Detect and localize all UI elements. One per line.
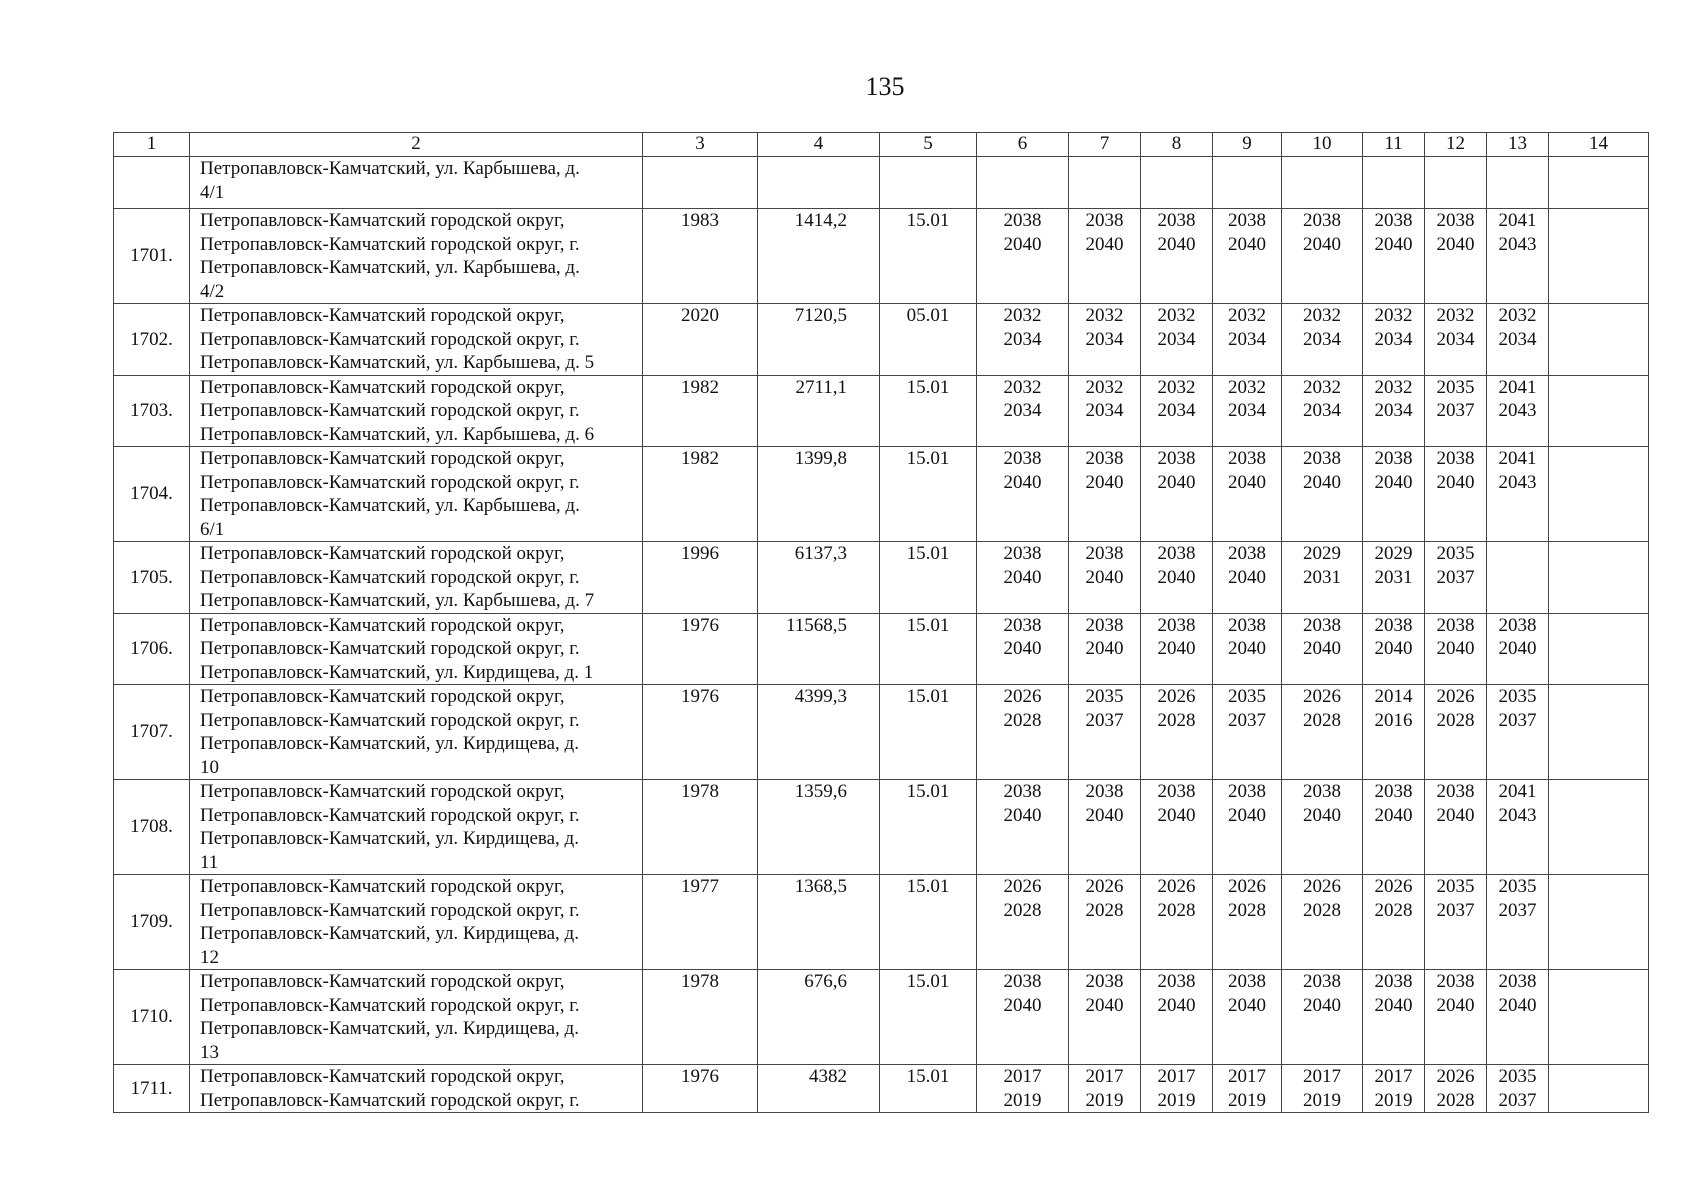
column-header: 10 bbox=[1282, 133, 1363, 157]
period-cell: 2038 2040 bbox=[1141, 447, 1213, 542]
period-cell: 2035 2037 bbox=[1425, 375, 1487, 447]
code-cell: 15.01 bbox=[880, 447, 977, 542]
period-cell: 2038 2040 bbox=[1069, 542, 1141, 614]
year-cell: 1983 bbox=[643, 209, 758, 304]
table-row bbox=[114, 447, 1649, 542]
table-row bbox=[114, 1065, 1649, 1113]
code-cell: 15.01 bbox=[880, 375, 977, 447]
period-cell: 2032 2034 bbox=[977, 304, 1069, 376]
period-cell: 2026 2028 bbox=[977, 685, 1069, 780]
period-cell: 2026 2028 bbox=[1425, 1065, 1487, 1113]
column-header: 4 bbox=[758, 133, 880, 157]
year-cell: 1976 bbox=[643, 1065, 758, 1113]
period-cell: 2032 2034 bbox=[1363, 304, 1425, 376]
row-number: 1704. bbox=[114, 447, 190, 542]
year-cell: 1996 bbox=[643, 542, 758, 614]
period-cell: 2038 2040 bbox=[1363, 209, 1425, 304]
column-header: 11 bbox=[1363, 133, 1425, 157]
period-cell: 2038 2040 bbox=[1487, 970, 1549, 1065]
header-row bbox=[114, 133, 1649, 157]
period-cell bbox=[1141, 157, 1213, 209]
area-cell: 2711,1 bbox=[758, 375, 880, 447]
period-cell bbox=[1549, 447, 1649, 542]
address-cell: Петропавловск-Камчатский городской округ, Петропавловск-Камчатский городской округ, г. Петропавловск-Камчатский, ул. Карбышева, д. 6/1 bbox=[190, 447, 643, 542]
period-cell: 2038 2040 bbox=[1425, 613, 1487, 685]
period-cell: 2032 2034 bbox=[1425, 304, 1487, 376]
period-cell: 2017 2019 bbox=[977, 1065, 1069, 1113]
row-number: 1702. bbox=[114, 304, 190, 376]
period-cell: 2032 2034 bbox=[977, 375, 1069, 447]
column-header: 2 bbox=[190, 133, 643, 157]
period-cell: 2026 2028 bbox=[1069, 875, 1141, 970]
code-cell: 15.01 bbox=[880, 1065, 977, 1113]
period-cell bbox=[977, 157, 1069, 209]
period-cell bbox=[1549, 375, 1649, 447]
code-cell: 15.01 bbox=[880, 542, 977, 614]
address-cell: Петропавловск-Камчатский городской округ, Петропавловск-Камчатский городской округ, г. Петропавловск-Камчатский, ул. Карбышева, д. 5 bbox=[190, 304, 643, 376]
period-cell: 2026 2028 bbox=[1141, 875, 1213, 970]
period-cell: 2038 2040 bbox=[1213, 209, 1282, 304]
period-cell: 2038 2040 bbox=[1425, 970, 1487, 1065]
row-number: 1710. bbox=[114, 970, 190, 1065]
page-number: 135 bbox=[865, 72, 905, 101]
period-cell: 2038 2040 bbox=[1069, 970, 1141, 1065]
year-cell bbox=[643, 157, 758, 209]
period-cell: 2038 2040 bbox=[1282, 447, 1363, 542]
area-cell bbox=[758, 157, 880, 209]
period-cell bbox=[1487, 157, 1549, 209]
table-row bbox=[114, 685, 1649, 780]
period-cell: 2038 2040 bbox=[1282, 780, 1363, 875]
period-cell: 2026 2028 bbox=[977, 875, 1069, 970]
period-cell: 2041 2043 bbox=[1487, 375, 1549, 447]
year-cell: 1982 bbox=[643, 447, 758, 542]
period-cell: 2038 2040 bbox=[1213, 780, 1282, 875]
period-cell: 2032 2034 bbox=[1213, 375, 1282, 447]
table-row bbox=[114, 375, 1649, 447]
column-header: 8 bbox=[1141, 133, 1213, 157]
area-cell: 6137,3 bbox=[758, 542, 880, 614]
period-cell: 2017 2019 bbox=[1363, 1065, 1425, 1113]
period-cell bbox=[1363, 157, 1425, 209]
period-cell: 2038 2040 bbox=[1425, 780, 1487, 875]
period-cell bbox=[1487, 542, 1549, 614]
column-header: 5 bbox=[880, 133, 977, 157]
table-row bbox=[114, 970, 1649, 1065]
period-cell: 2014 2016 bbox=[1363, 685, 1425, 780]
year-cell: 1982 bbox=[643, 375, 758, 447]
period-cell: 2035 2037 bbox=[1213, 685, 1282, 780]
year-cell: 1976 bbox=[643, 685, 758, 780]
period-cell: 2035 2037 bbox=[1487, 685, 1549, 780]
year-cell: 1978 bbox=[643, 970, 758, 1065]
period-cell: 2038 2040 bbox=[1363, 447, 1425, 542]
period-cell: 2038 2040 bbox=[1213, 970, 1282, 1065]
period-cell: 2038 2040 bbox=[1363, 970, 1425, 1065]
table-row bbox=[114, 304, 1649, 376]
row-number: 1711. bbox=[114, 1065, 190, 1113]
period-cell: 2038 2040 bbox=[1425, 447, 1487, 542]
address-cell: Петропавловск-Камчатский городской округ, Петропавловск-Камчатский городской округ, г. Петропавловск-Камчатский, ул. Кирдищева, д. 11 bbox=[190, 780, 643, 875]
column-header: 13 bbox=[1487, 133, 1549, 157]
period-cell: 2032 2034 bbox=[1141, 304, 1213, 376]
period-cell bbox=[1549, 613, 1649, 685]
period-cell: 2038 2040 bbox=[977, 209, 1069, 304]
period-cell bbox=[1213, 157, 1282, 209]
code-cell: 15.01 bbox=[880, 613, 977, 685]
period-cell: 2038 2040 bbox=[1213, 447, 1282, 542]
area-cell: 1368,5 bbox=[758, 875, 880, 970]
period-cell: 2035 2037 bbox=[1487, 1065, 1549, 1113]
table-row bbox=[114, 209, 1649, 304]
period-cell bbox=[1549, 970, 1649, 1065]
period-cell: 2017 2019 bbox=[1069, 1065, 1141, 1113]
column-header: 1 bbox=[114, 133, 190, 157]
row-number: 1709. bbox=[114, 875, 190, 970]
table-row bbox=[114, 157, 1649, 209]
area-cell: 7120,5 bbox=[758, 304, 880, 376]
table-row bbox=[114, 613, 1649, 685]
address-cell: Петропавловск-Камчатский городской округ, Петропавловск-Камчатский городской округ, г. Петропавловск-Камчатский, ул. Карбышева, д. 4/2 bbox=[190, 209, 643, 304]
row-number: 1705. bbox=[114, 542, 190, 614]
year-cell: 1976 bbox=[643, 613, 758, 685]
period-cell bbox=[1069, 157, 1141, 209]
period-cell: 2038 2040 bbox=[1213, 542, 1282, 614]
period-cell: 2032 2034 bbox=[1069, 304, 1141, 376]
column-header: 9 bbox=[1213, 133, 1282, 157]
period-cell: 2017 2019 bbox=[1141, 1065, 1213, 1113]
period-cell: 2032 2034 bbox=[1069, 375, 1141, 447]
row-number bbox=[114, 157, 190, 209]
registry-table bbox=[113, 132, 1649, 1113]
code-cell: 15.01 bbox=[880, 685, 977, 780]
period-cell: 2038 2040 bbox=[1069, 780, 1141, 875]
period-cell: 2017 2019 bbox=[1282, 1065, 1363, 1113]
area-cell: 1359,6 bbox=[758, 780, 880, 875]
column-header: 14 bbox=[1549, 133, 1649, 157]
address-cell: Петропавловск-Камчатский городской округ, Петропавловск-Камчатский городской округ, г. Петропавловск-Камчатский, ул. Кирдищева, д. 12 bbox=[190, 875, 643, 970]
row-number: 1708. bbox=[114, 780, 190, 875]
row-number: 1701. bbox=[114, 209, 190, 304]
row-number: 1703. bbox=[114, 375, 190, 447]
period-cell: 2035 2037 bbox=[1425, 875, 1487, 970]
period-cell: 2032 2034 bbox=[1282, 304, 1363, 376]
period-cell: 2038 2040 bbox=[1213, 613, 1282, 685]
period-cell: 2038 2040 bbox=[977, 613, 1069, 685]
period-cell: 2038 2040 bbox=[1069, 209, 1141, 304]
period-cell: 2041 2043 bbox=[1487, 780, 1549, 875]
period-cell bbox=[1549, 157, 1649, 209]
period-cell: 2038 2040 bbox=[1069, 613, 1141, 685]
period-cell: 2032 2034 bbox=[1213, 304, 1282, 376]
period-cell: 2038 2040 bbox=[1069, 447, 1141, 542]
period-cell: 2038 2040 bbox=[1141, 613, 1213, 685]
period-cell bbox=[1425, 157, 1487, 209]
period-cell: 2026 2028 bbox=[1425, 685, 1487, 780]
code-cell: 15.01 bbox=[880, 970, 977, 1065]
year-cell: 1978 bbox=[643, 780, 758, 875]
table-row bbox=[114, 542, 1649, 614]
area-cell: 4399,3 bbox=[758, 685, 880, 780]
period-cell: 2032 2034 bbox=[1141, 375, 1213, 447]
column-header: 7 bbox=[1069, 133, 1141, 157]
period-cell: 2017 2019 bbox=[1213, 1065, 1282, 1113]
period-cell: 2038 2040 bbox=[1425, 209, 1487, 304]
column-header: 3 bbox=[643, 133, 758, 157]
period-cell: 2038 2040 bbox=[1282, 970, 1363, 1065]
period-cell: 2029 2031 bbox=[1282, 542, 1363, 614]
period-cell bbox=[1549, 304, 1649, 376]
address-cell: Петропавловск-Камчатский городской округ, Петропавловск-Камчатский городской округ, г. Петропавловск-Камчатский, ул. Карбышева, д. 7 bbox=[190, 542, 643, 614]
code-cell: 15.01 bbox=[880, 875, 977, 970]
year-cell: 1977 bbox=[643, 875, 758, 970]
address-cell: Петропавловск-Камчатский городской округ, Петропавловск-Камчатский городской округ, г. Петропавловск-Камчатский, ул. Кирдищева, д. 10 bbox=[190, 685, 643, 780]
period-cell bbox=[1549, 875, 1649, 970]
period-cell bbox=[1549, 780, 1649, 875]
address-cell: Петропавловск-Камчатский городской округ, Петропавловск-Камчатский городской округ, г. bbox=[190, 1065, 643, 1113]
code-cell: 05.01 bbox=[880, 304, 977, 376]
table-row bbox=[114, 780, 1649, 875]
period-cell bbox=[1549, 542, 1649, 614]
period-cell: 2038 2040 bbox=[1141, 780, 1213, 875]
period-cell: 2038 2040 bbox=[1282, 613, 1363, 685]
period-cell: 2041 2043 bbox=[1487, 447, 1549, 542]
area-cell: 1399,8 bbox=[758, 447, 880, 542]
area-cell: 4382 bbox=[758, 1065, 880, 1113]
area-cell: 11568,5 bbox=[758, 613, 880, 685]
period-cell: 2032 2034 bbox=[1487, 304, 1549, 376]
address-cell: Петропавловск-Камчатский городской округ, Петропавловск-Камчатский городской округ, г. Петропавловск-Камчатский, ул. Кирдищева, д. 1 bbox=[190, 613, 643, 685]
column-header: 6 bbox=[977, 133, 1069, 157]
period-cell: 2038 2040 bbox=[1487, 613, 1549, 685]
row-number: 1706. bbox=[114, 613, 190, 685]
period-cell bbox=[1549, 209, 1649, 304]
column-header: 12 bbox=[1425, 133, 1487, 157]
area-cell: 1414,2 bbox=[758, 209, 880, 304]
code-cell: 15.01 bbox=[880, 209, 977, 304]
period-cell: 2026 2028 bbox=[1213, 875, 1282, 970]
period-cell: 2035 2037 bbox=[1069, 685, 1141, 780]
period-cell: 2026 2028 bbox=[1141, 685, 1213, 780]
address-cell: Петропавловск-Камчатский городской округ, Петропавловск-Камчатский городской округ, г. Петропавловск-Камчатский, ул. Кирдищева, д. 13 bbox=[190, 970, 643, 1065]
period-cell: 2038 2040 bbox=[977, 447, 1069, 542]
period-cell: 2026 2028 bbox=[1282, 685, 1363, 780]
period-cell: 2035 2037 bbox=[1425, 542, 1487, 614]
period-cell bbox=[1549, 1065, 1649, 1113]
year-cell: 2020 bbox=[643, 304, 758, 376]
period-cell bbox=[1282, 157, 1363, 209]
period-cell: 2038 2040 bbox=[1363, 780, 1425, 875]
code-cell: 15.01 bbox=[880, 780, 977, 875]
period-cell: 2032 2034 bbox=[1363, 375, 1425, 447]
period-cell: 2038 2040 bbox=[977, 780, 1069, 875]
period-cell: 2041 2043 bbox=[1487, 209, 1549, 304]
area-cell: 676,6 bbox=[758, 970, 880, 1065]
period-cell: 2035 2037 bbox=[1487, 875, 1549, 970]
table-row bbox=[114, 875, 1649, 970]
period-cell: 2032 2034 bbox=[1282, 375, 1363, 447]
period-cell bbox=[1549, 685, 1649, 780]
period-cell: 2038 2040 bbox=[1363, 613, 1425, 685]
period-cell: 2038 2040 bbox=[1141, 209, 1213, 304]
row-number: 1707. bbox=[114, 685, 190, 780]
period-cell: 2038 2040 bbox=[977, 542, 1069, 614]
address-cell: Петропавловск-Камчатский, ул. Карбышева, д. 4/1 bbox=[190, 157, 643, 209]
address-cell: Петропавловск-Камчатский городской округ, Петропавловск-Камчатский городской округ, г. Петропавловск-Камчатский, ул. Карбышева, д. 6 bbox=[190, 375, 643, 447]
period-cell: 2026 2028 bbox=[1363, 875, 1425, 970]
period-cell: 2038 2040 bbox=[1282, 209, 1363, 304]
period-cell: 2038 2040 bbox=[1141, 542, 1213, 614]
period-cell: 2026 2028 bbox=[1282, 875, 1363, 970]
period-cell: 2029 2031 bbox=[1363, 542, 1425, 614]
period-cell: 2038 2040 bbox=[977, 970, 1069, 1065]
code-cell bbox=[880, 157, 977, 209]
period-cell: 2038 2040 bbox=[1141, 970, 1213, 1065]
